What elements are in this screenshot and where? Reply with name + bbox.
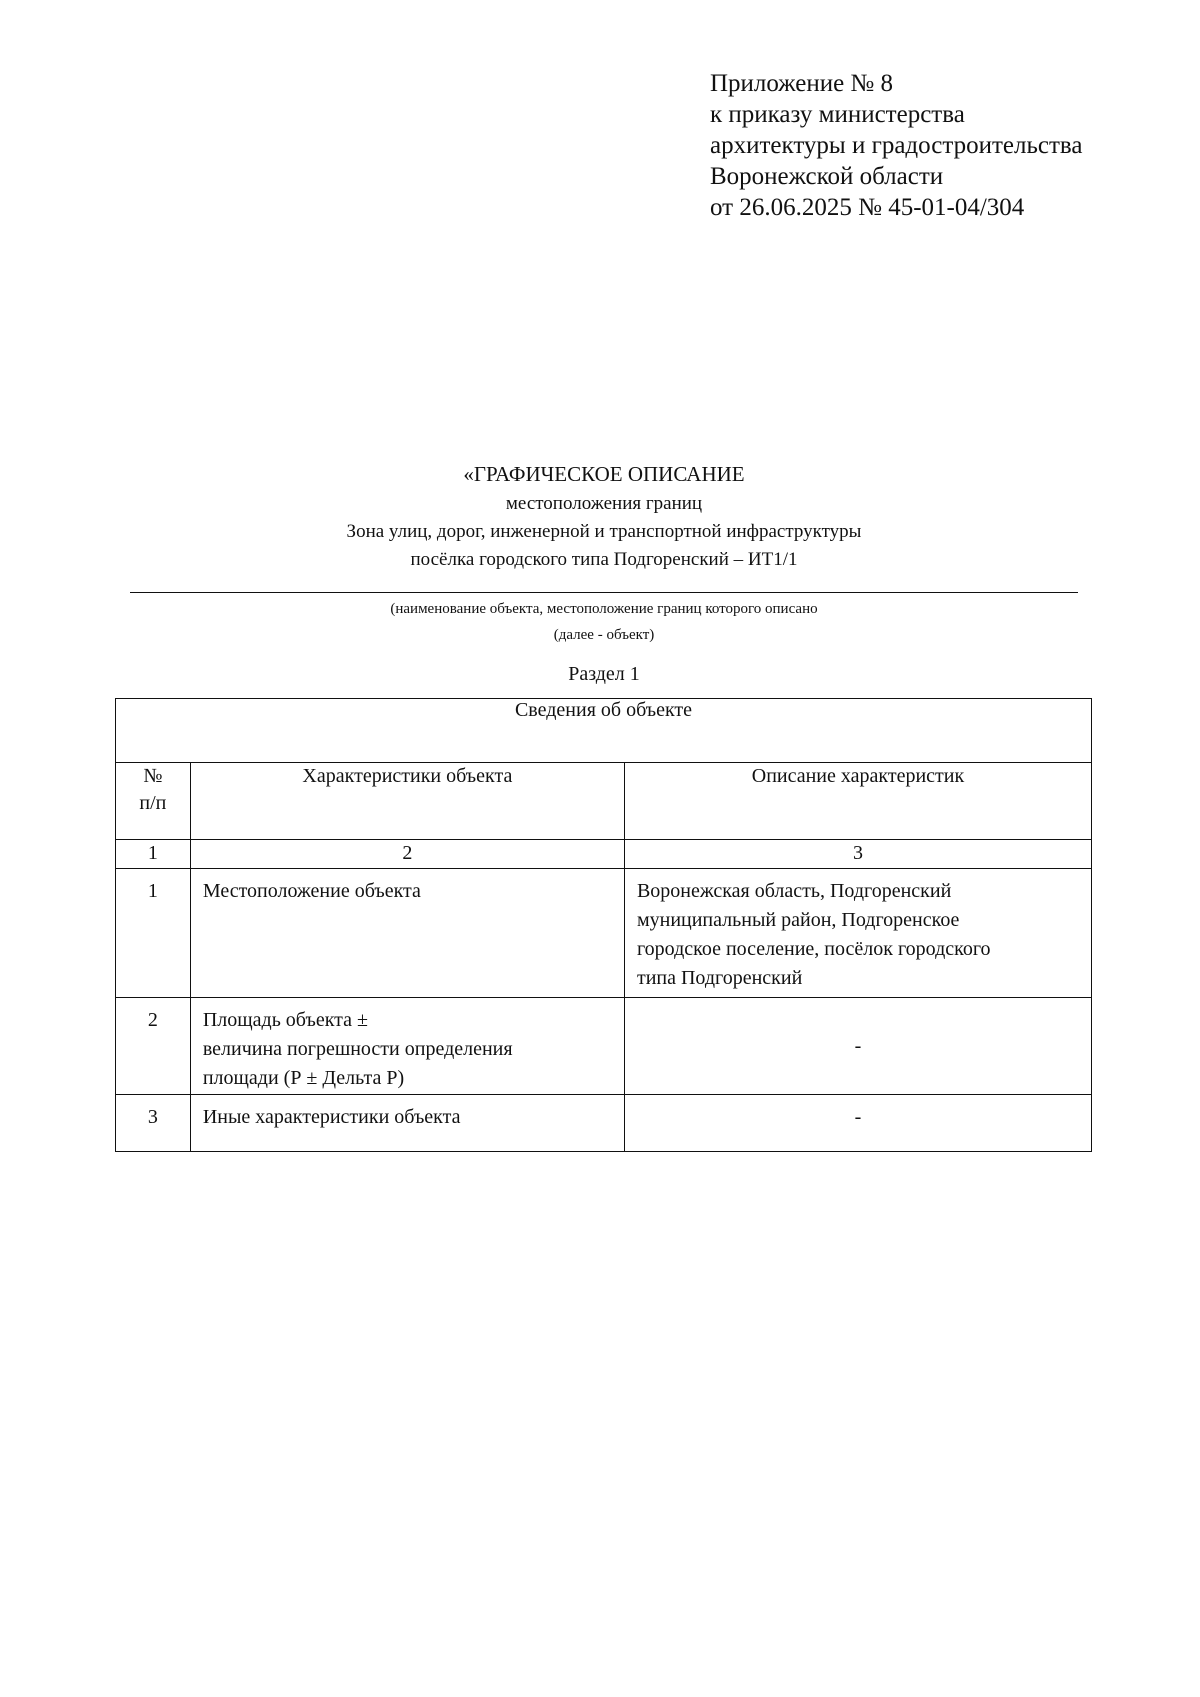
row-characteristic [191, 998, 624, 1093]
characteristic-line: величина погрешности определения [202, 1038, 513, 1060]
document-title: «ГРАФИЧЕСКОЕ ОПИСАНИЕ [463, 462, 745, 486]
annex-line-2: к приказу министерства [710, 101, 965, 128]
caption-line-2: (далее - объект) [553, 627, 655, 643]
annex-line-3: архитектуры и градостроительства [710, 132, 1083, 159]
section-label: Раздел 1 [568, 663, 640, 685]
heading-line-3: Зона улиц, дорог, инженерной и транспортной инфраструктуры [346, 521, 862, 542]
caption-line-1: (наименование объекта, местоположение границ которого описано [390, 601, 818, 617]
annex-block [710, 68, 1082, 223]
table-row [116, 869, 1092, 998]
row-no: 2 [147, 1009, 158, 1031]
col-num-1: 1 [116, 840, 191, 869]
annex-line-1: Приложение № 8 [710, 70, 894, 97]
column-number-row [116, 840, 1092, 869]
col-num-2: 2 [190, 840, 624, 869]
row-no: 1 [147, 880, 158, 902]
table-caption: Сведения об объекте [116, 699, 1092, 763]
row-description [625, 869, 1091, 993]
table-caption-row [116, 699, 1092, 763]
heading-caption [130, 596, 1078, 648]
document-heading [130, 460, 1078, 574]
heading-line-4: посёлка городского типа Подгоренский – ИТ1/1 [410, 549, 798, 570]
description-line: городское поселение, посёлок городского [636, 938, 991, 960]
row-characteristic: Местоположение объекта [202, 880, 421, 902]
description-line: Воронежская область, Подгоренский [636, 880, 952, 902]
header-no-line-1: № [143, 765, 163, 787]
row-characteristic: Иные характеристики объекта [202, 1106, 461, 1128]
object-info-table [115, 698, 1092, 1152]
column-header-row [116, 763, 1092, 840]
annex-line-4: Воронежской области [710, 163, 944, 190]
row-description: - [624, 998, 1091, 1095]
col-num-3: 3 [624, 840, 1091, 869]
description-line: муниципальный район, Подгоренское [636, 909, 960, 931]
header-characteristics: Характеристики объекта [190, 763, 624, 840]
table-row [116, 1095, 1092, 1152]
heading-line-2: местоположения границ [505, 493, 703, 514]
description-line: типа Подгоренский [636, 967, 803, 989]
header-description: Описание характеристик [624, 763, 1091, 840]
row-description: - [854, 1106, 862, 1128]
header-no-line-2: п/п [139, 792, 167, 814]
characteristic-line: Площадь объекта ± [202, 1009, 368, 1031]
table-row [116, 998, 1092, 1095]
header-no [116, 763, 191, 840]
row-no: 3 [147, 1106, 158, 1128]
heading-underline [130, 592, 1078, 593]
annex-line-5: от 26.06.2025 № 45-01-04/304 [710, 194, 1025, 221]
characteristic-line: площади (Р ± Дельта Р) [202, 1067, 405, 1089]
